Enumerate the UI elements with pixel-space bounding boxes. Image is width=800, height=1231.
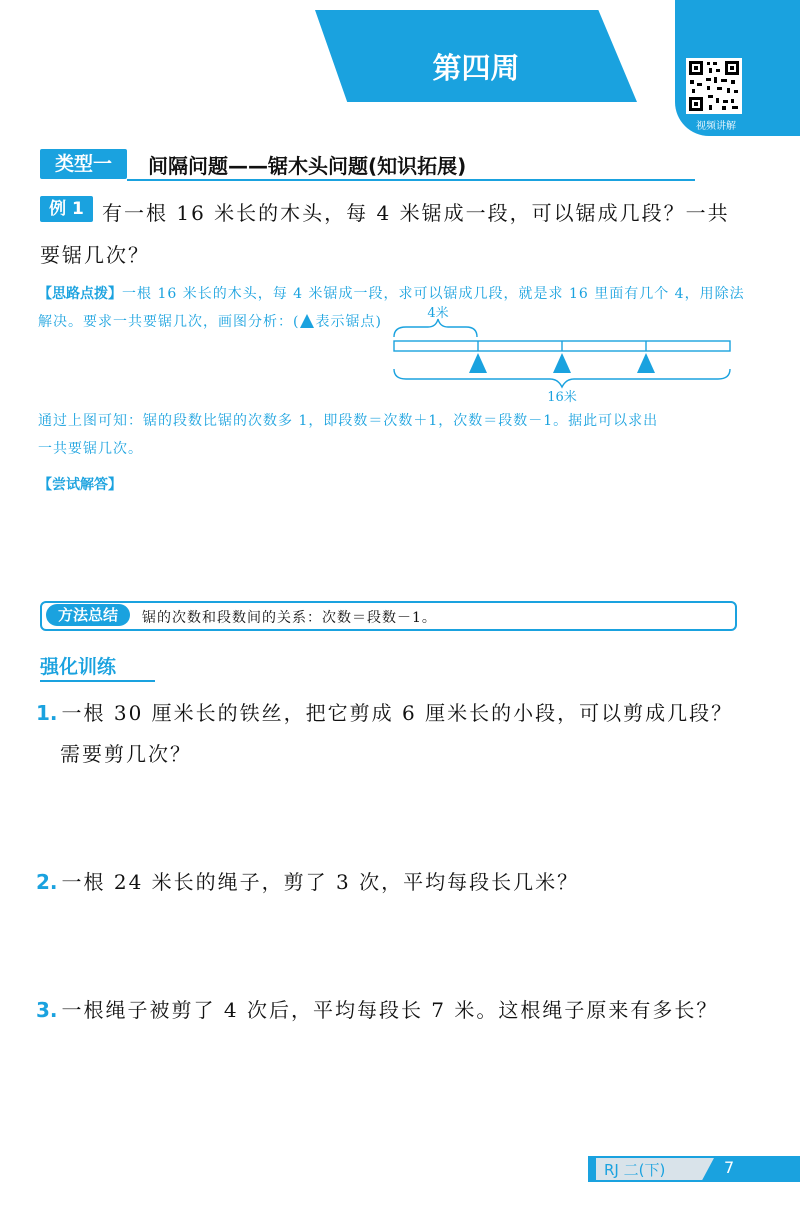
total-label: 16米 [547,390,577,405]
question-number: 2. [36,870,58,894]
qr-code-icon[interactable] [686,58,742,114]
hint-after-line2: 一共要锯几次。 [38,441,143,457]
hint-label: 【思路点拨】 [38,286,122,302]
type-underline [127,179,695,181]
page-number: 7 [724,1158,735,1177]
week-title: 第四周 [432,51,520,85]
question-text: 一根绳子被剪了 4 次后，平均每段长 7 米。这根绳子原来有多长？ [61,998,719,1022]
cut-point-triangle-icon [299,313,315,329]
qr-caption: 视频讲解 [696,121,736,132]
type-title: 间隔问题——锯木头问题(知识拓展) [148,154,467,178]
question-3 [36,994,718,1023]
practice-underline [40,680,155,682]
example-text-line1: 有一根 16 米长的木头，每 4 米锯成一段，可以锯成几段？一共 [102,201,730,225]
type-badge: 类型一 [40,149,127,179]
segment-diagram [380,305,750,415]
segment-label: 4米 [427,306,449,321]
cut-point-triangle-icon [469,353,487,373]
question-text: 一根 30 厘米长的铁丝，把它剪成 6 厘米长的小段，可以剪成几段？ [61,701,734,725]
practice-title: 强化训练 [40,656,117,678]
question-number: 3. [36,998,58,1022]
question-2 [36,866,579,895]
example-badge: 例 1 [40,196,93,222]
hint-line1: 【思路点拨】一根 16 米长的木头，每 4 米锯成一段，求可以锯成几段，就是求 16 里面有几个 4，用除法 [38,286,745,302]
hint-after-line1: 通过上图可知：锯的段数比锯的次数多 1，即段数＝次数＋1，次数＝段数－1。据此可以求出 [38,413,659,429]
method-text: 锯的次数和段数间的关系：次数＝段数－1。 [142,610,437,626]
hint-line2: 解决。要求一共要锯几次，画图分析：( 表示锯点) [38,314,382,330]
question-number: 1. [36,701,58,725]
footer-edition: RJ 二(下) [604,1161,666,1179]
question-text: 一根 24 米长的绳子，剪了 3 次，平均每段长几米？ [61,870,580,894]
question-1 [36,697,733,726]
cut-point-triangle-icon [637,353,655,373]
example-text-line2: 要锯几次？ [40,243,150,267]
method-badge: 方法总结 [46,604,130,626]
try-answer-label: 【尝试解答】 [38,477,122,493]
cut-point-triangle-icon [553,353,571,373]
segment-brace [394,319,477,337]
question-1-line2: 需要剪几次？ [60,742,192,766]
